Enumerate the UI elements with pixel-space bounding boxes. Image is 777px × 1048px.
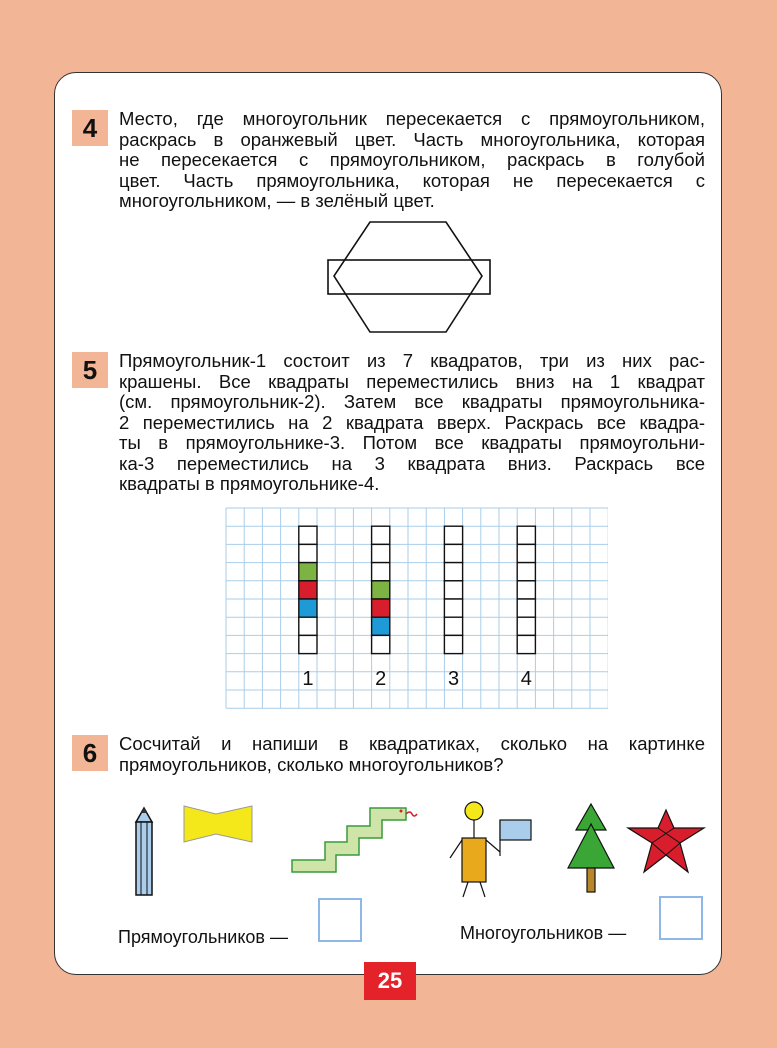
shapes-picture <box>120 800 720 900</box>
strip-4-square[interactable] <box>517 526 535 544</box>
strip-2-square[interactable] <box>372 544 390 562</box>
tree-icon <box>568 804 614 892</box>
task-5-line: квадраты в прямоугольнике-4. <box>119 473 380 494</box>
strip-3-square[interactable] <box>444 544 462 562</box>
page-number: 25 <box>364 962 416 1000</box>
strip-label: 2 <box>375 667 387 690</box>
strip-label: 4 <box>520 667 532 690</box>
task-4-line: раскрась в оранжевый цвет. Часть многоугольника, которая <box>119 128 705 150</box>
task-6-line: Сосчитай и напиши в квадратиках, сколько на картинке <box>119 733 705 754</box>
strip-4-square[interactable] <box>517 544 535 562</box>
task-4-text <box>119 109 705 212</box>
strip-1-square[interactable] <box>299 617 317 635</box>
strip-4-square[interactable] <box>517 635 535 653</box>
strip-4-square[interactable] <box>517 563 535 581</box>
strip-3-square[interactable] <box>444 599 462 617</box>
task-5-line: (см. прямоугольник-2). Затем все квадраты прямоугольника- <box>119 391 705 412</box>
task-6-line: прямоугольников, сколько многоугольников? <box>119 753 504 775</box>
task-4-line: цвет. Часть прямоугольника, которая не пересекается с <box>119 169 705 191</box>
strip-1-square[interactable] <box>299 581 317 599</box>
polygons-count-label: Многоугольников — <box>460 923 627 943</box>
rectangles-count-box[interactable] <box>318 898 362 942</box>
strip-1-square[interactable] <box>299 635 317 653</box>
strip-2-square[interactable] <box>372 581 390 599</box>
strip-2-square[interactable] <box>372 599 390 617</box>
task-5-line: ка-3 переместились на 3 квадрата вниз. Раскрась все <box>119 452 705 474</box>
task-5-line: Прямоугольник-1 состоит из 7 квадратов, три из них рас- <box>119 350 705 371</box>
task-5-line: ты в прямоугольнике-3. Потом все квадраты прямоугольни- <box>119 432 705 453</box>
task-4-line: Место, где многоугольник пересекается с прямоугольником, <box>119 108 705 129</box>
strip-2-square[interactable] <box>372 526 390 544</box>
strip-label: 1 <box>302 667 314 690</box>
task-4-number: 4 <box>72 110 108 146</box>
strip-3-square[interactable] <box>444 581 462 599</box>
pencil-icon <box>136 808 152 895</box>
task-5-number: 5 <box>72 352 108 388</box>
rectangles-count-label: Прямоугольников — <box>118 927 288 947</box>
strip-label: 3 <box>447 667 460 690</box>
strip-4-square[interactable] <box>517 617 535 635</box>
strip-4-square[interactable] <box>517 599 535 617</box>
strip-2-square[interactable] <box>372 617 390 635</box>
snake-icon <box>292 808 417 872</box>
hexagon-shape[interactable] <box>334 222 482 332</box>
bow-icon <box>184 806 252 842</box>
strip-3-square[interactable] <box>444 526 462 544</box>
strip-3-square[interactable] <box>444 635 462 653</box>
hexagon-rectangle-figure <box>320 215 500 340</box>
strip-3-square[interactable] <box>444 563 462 581</box>
star-icon <box>628 810 704 872</box>
squares-grid <box>224 506 608 710</box>
polygons-count-box[interactable] <box>659 896 703 940</box>
strip-1-square[interactable] <box>299 544 317 562</box>
task-4-line: не пересекается с прямоугольником, раскрась в голубой <box>119 149 705 170</box>
person-with-flag-icon <box>450 802 531 897</box>
task-6-number: 6 <box>72 735 108 771</box>
strip-4-square[interactable] <box>517 581 535 599</box>
task-4-line: многоугольником, — в зелёный цвет. <box>119 190 435 211</box>
strip-1-square[interactable] <box>299 526 317 544</box>
strip-3-square[interactable] <box>444 617 462 635</box>
task-5-text <box>119 351 705 495</box>
strip-1-square[interactable] <box>299 563 317 581</box>
task-6-text <box>119 734 705 775</box>
strip-2-square[interactable] <box>372 563 390 581</box>
strip-1-square[interactable] <box>299 599 317 617</box>
strip-2-square[interactable] <box>372 635 390 653</box>
task-5-line: крашены. Все квадраты переместились вниз на 1 квадрат <box>119 370 705 392</box>
task-5-line: 2 переместились на 2 квадрата вверх. Раскрась все квадра- <box>119 411 705 433</box>
